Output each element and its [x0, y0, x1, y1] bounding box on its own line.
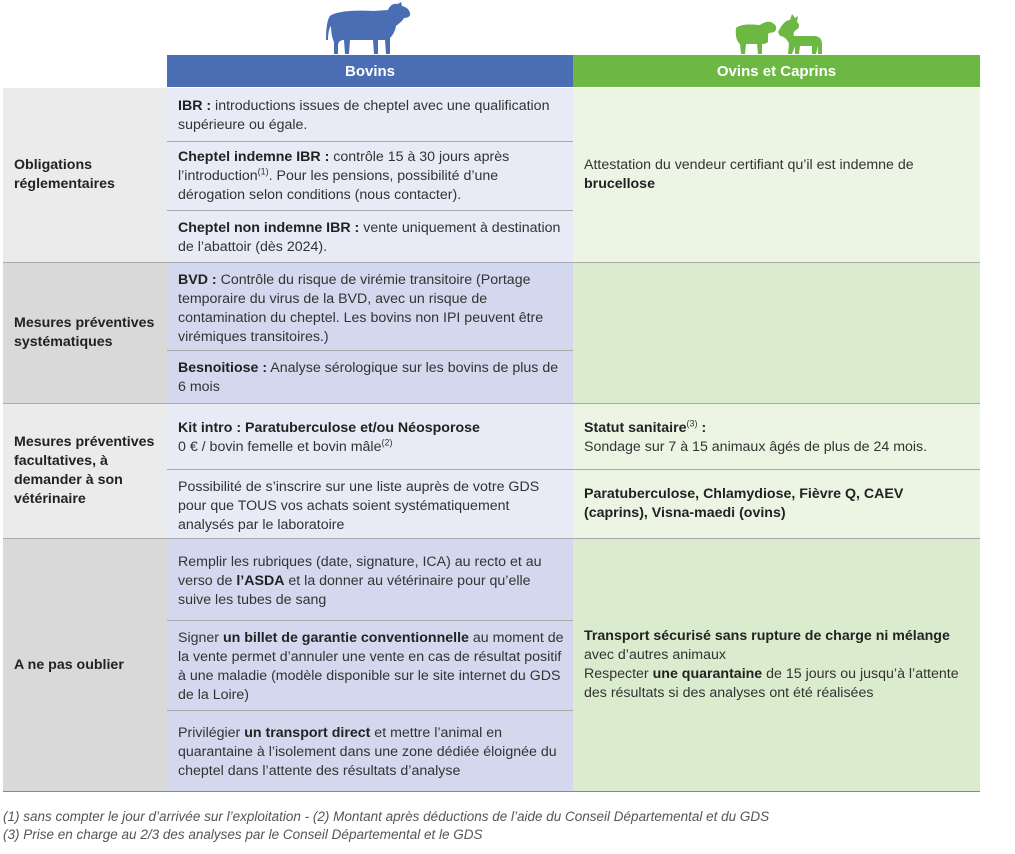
cow-icon [326, 2, 412, 56]
row-label-obligations: Obligations réglementaires [3, 88, 167, 262]
bovins-besnoitiose-cell: Besnoitiose : Analyse sérologique sur les bovins de plus de 6 mois [167, 350, 573, 403]
bovins-transport-direct-cell: Privilégier un transport direct et mettre l’animal en quarantaine à l’isolement dans une zone dédiée éloignée du cheptel dans l’attente des résultats d’analyse [167, 710, 573, 791]
ovins-maladies-cell: Paratuberculose, Chlamydiose, Fièvre Q, CAEV (caprins), Visna-maedi (ovins) [573, 469, 980, 538]
row-label-a-ne-pas-oublier: A ne pas oublier [3, 539, 167, 791]
bovins-ibr-cell: IBR : introductions issues de cheptel avec une qualification supérieure ou égale. [167, 88, 573, 142]
row-label-systematiques: Mesures préventives systématiques [3, 263, 167, 403]
header-ovins-caprins: Ovins et Caprins [573, 55, 980, 87]
bovins-asda-cell: Remplir les rubriques (date, signature, ICA) au recto et au verso de l’ASDA et la donner au vétérinaire pour qu’elle suive les tubes de sang [167, 539, 573, 620]
bovins-billet-garantie-cell: Signer un billet de garantie conventionnelle au moment de la vente permet d’annuler une vente en cas de résultat positif à une maladie (modèle disponible sur le site internet du GDS de la Loire) [167, 620, 573, 710]
sheep-goat-icon [734, 14, 824, 56]
row-label-facultatives: Mesures préventives facultatives, à demander à son vétérinaire [3, 404, 167, 538]
ovins-systematiques-cell [573, 263, 980, 403]
bovins-liste-gds-cell: Possibilité de s’inscrire sur une liste auprès de votre GDS pour que TOUS vos achats soient systématiquement analysés par le laboratoire [167, 469, 573, 538]
bovins-non-indemne-cell: Cheptel non indemne IBR : vente uniquement à destination de l’abattoir (dès 2024). [167, 211, 573, 262]
footnote-1-2: (1) sans compter le jour d’arrivée sur l’exploitation - (2) Montant après déductions de l’aide du Conseil Départemental et du GDS [3, 809, 770, 824]
ovins-brucellose-cell: Attestation du vendeur certifiant qu’il est indemne de brucellose [573, 88, 980, 262]
header-bovins: Bovins [167, 55, 573, 87]
bovins-bvd-cell: BVD : Contrôle du risque de virémie transitoire (Portage temporaire du virus de la BVD, avec un risque de contamination du cheptel. Les bovins non IPI peuvent être virémiques transitoires.) [167, 263, 573, 350]
bovins-kit-intro-cell: Kit intro : Paratuberculose et/ou Néosporose 0 € / bovin femelle et bovin mâle$^{(2)}$ [167, 404, 573, 469]
ovins-transport-quarantaine-cell: Transport sécurisé sans rupture de charge ni mélange avec d’autres animaux Respecter une quarantaine de 15 jours ou jusqu’à l’attente des résultats si des analyses ont été réalisées [573, 539, 980, 791]
bovins-indemne-cell: Cheptel indemne IBR : contrôle 15 à 30 jours après l’introduction$^{(1)}$. Pour les pensions, possibilité d’une dérogation selon conditions (nous contacter). [167, 142, 573, 211]
ovins-statut-sanitaire-cell: Statut sanitaire$^{(3)}$ : Sondage sur 7 à 15 animaux âgés de plus de 24 mois. [573, 404, 980, 469]
footnote-3: (3) Prise en charge au 2/3 des analyses par le Conseil Départemental et le GDS [3, 827, 483, 842]
